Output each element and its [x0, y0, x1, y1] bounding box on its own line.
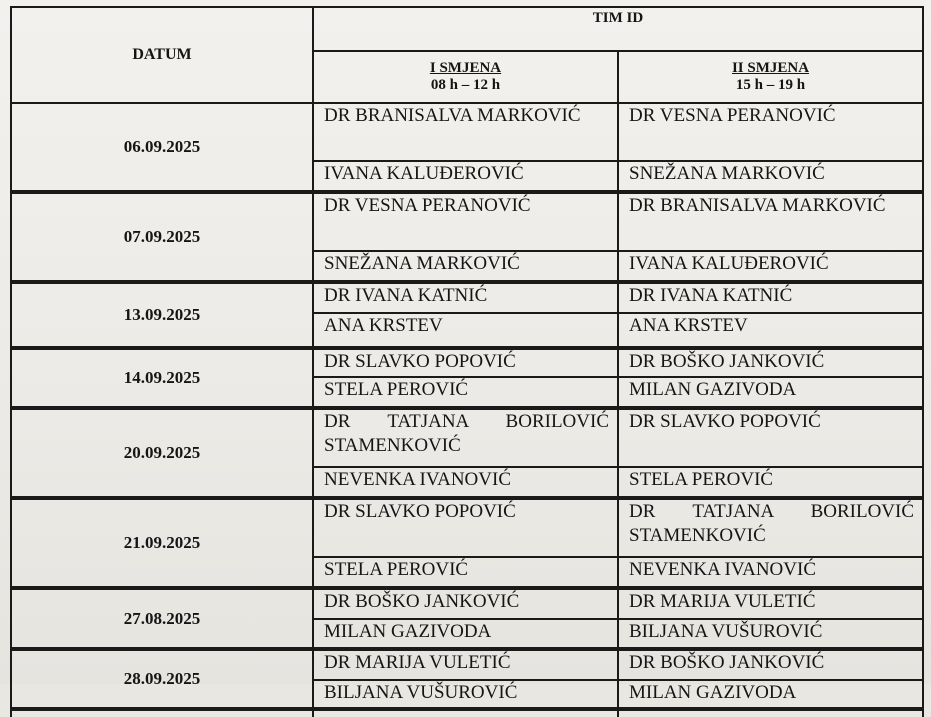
shift1-nurse-cell: STELA PEROVIĆ — [313, 377, 618, 408]
date-cell: 13.09.2025 — [11, 282, 313, 348]
shift1-time: 08 h – 12 h — [430, 77, 501, 93]
shift1-nurse-cell: NEVENKA IVANOVIĆ — [313, 467, 618, 498]
shift2-doctor-cell: DR BOŠKO JANKOVIĆ — [618, 649, 923, 680]
header-row-top — [11, 7, 923, 51]
shift2-doctor-cell: DR BRANISALVA MARKOVIĆ — [618, 192, 923, 251]
datum-header: DATUM — [11, 7, 313, 103]
shift2-nurse-cell: STELA PEROVIĆ — [618, 467, 923, 498]
date-cell: 14.09.2025 — [11, 348, 313, 408]
date-cell: 28.09.2025 — [11, 649, 313, 709]
shift1-doctor-cell: DR MARIJA VULETIĆ — [313, 649, 618, 680]
date-cell: 06.09.2025 — [11, 103, 313, 192]
schedule-table — [10, 6, 924, 717]
empty-cell — [618, 709, 923, 717]
date-cell: 21.09.2025 — [11, 498, 313, 588]
schedule-row-top — [11, 649, 923, 680]
shift1-nurse-cell: SNEŽANA MARKOVIĆ — [313, 251, 618, 282]
shift1-doctor-cell: DR VESNA PERANOVIĆ — [313, 192, 618, 251]
shift1-nurse-cell: IVANA KALUĐEROVIĆ — [313, 161, 618, 192]
date-cell: 20.09.2025 — [11, 408, 313, 498]
shift2-nurse-cell: SNEŽANA MARKOVIĆ — [618, 161, 923, 192]
shift1-name: I SMJENA — [429, 60, 502, 76]
empty-cell — [11, 709, 313, 717]
date-cell: 27.08.2025 — [11, 588, 313, 649]
shift1-header — [313, 51, 618, 103]
shift2-nurse-cell: MILAN GAZIVODA — [618, 377, 923, 408]
date-cell: 07.09.2025 — [11, 192, 313, 282]
shift2-nurse-cell: ANA KRSTEV — [618, 313, 923, 348]
tim-id-header: TIM ID — [313, 7, 923, 51]
shift2-header — [618, 51, 923, 103]
shift1-doctor-cell: DR SLAVKO POPOVIĆ — [313, 498, 618, 557]
schedule-row-top — [11, 282, 923, 313]
shift2-name: II SMJENA — [731, 60, 810, 76]
schedule-row-top — [11, 408, 923, 467]
shift2-doctor-cell: DR BOŠKO JANKOVIĆ — [618, 348, 923, 377]
shift2-doctor-cell: DR MARIJA VULETIĆ — [618, 588, 923, 619]
schedule-row-top — [11, 348, 923, 377]
shift1-doctor-cell: DR IVANA KATNIĆ — [313, 282, 618, 313]
schedule-row-top — [11, 192, 923, 251]
shift2-nurse-cell: IVANA KALUĐEROVIĆ — [618, 251, 923, 282]
schedule-body — [11, 103, 923, 717]
shift1-nurse-cell: BILJANA VUŠUROVIĆ — [313, 680, 618, 709]
shift1-doctor-cell: DR BOŠKO JANKOVIĆ — [313, 588, 618, 619]
shift2-time: 15 h – 19 h — [735, 77, 806, 93]
shift1-nurse-cell: STELA PEROVIĆ — [313, 557, 618, 588]
shift1-doctor-cell: DR BRANISALVA MARKOVIĆ — [313, 103, 618, 161]
shift2-nurse-cell: MILAN GAZIVODA — [618, 680, 923, 709]
shift1-doctor-cell: DR TATJANA BORILOVIĆ STAMENKOVIĆ — [313, 408, 618, 467]
trailing-row — [11, 709, 923, 717]
empty-cell — [313, 709, 618, 717]
shift1-nurse-cell: ANA KRSTEV — [313, 313, 618, 348]
schedule-row-top — [11, 103, 923, 161]
shift2-nurse-cell: BILJANA VUŠUROVIĆ — [618, 619, 923, 649]
schedule-row-top — [11, 498, 923, 557]
shift2-doctor-cell: DR IVANA KATNIĆ — [618, 282, 923, 313]
schedule-row-top — [11, 588, 923, 619]
shift2-doctor-cell: DR TATJANA BORILOVIĆ STAMENKOVIĆ — [618, 498, 923, 557]
shift2-doctor-cell: DR SLAVKO POPOVIĆ — [618, 408, 923, 467]
shift2-nurse-cell: NEVENKA IVANOVIĆ — [618, 557, 923, 588]
shift1-nurse-cell: MILAN GAZIVODA — [313, 619, 618, 649]
shift2-doctor-cell: DR VESNA PERANOVIĆ — [618, 103, 923, 161]
shift1-doctor-cell: DR SLAVKO POPOVIĆ — [313, 348, 618, 377]
